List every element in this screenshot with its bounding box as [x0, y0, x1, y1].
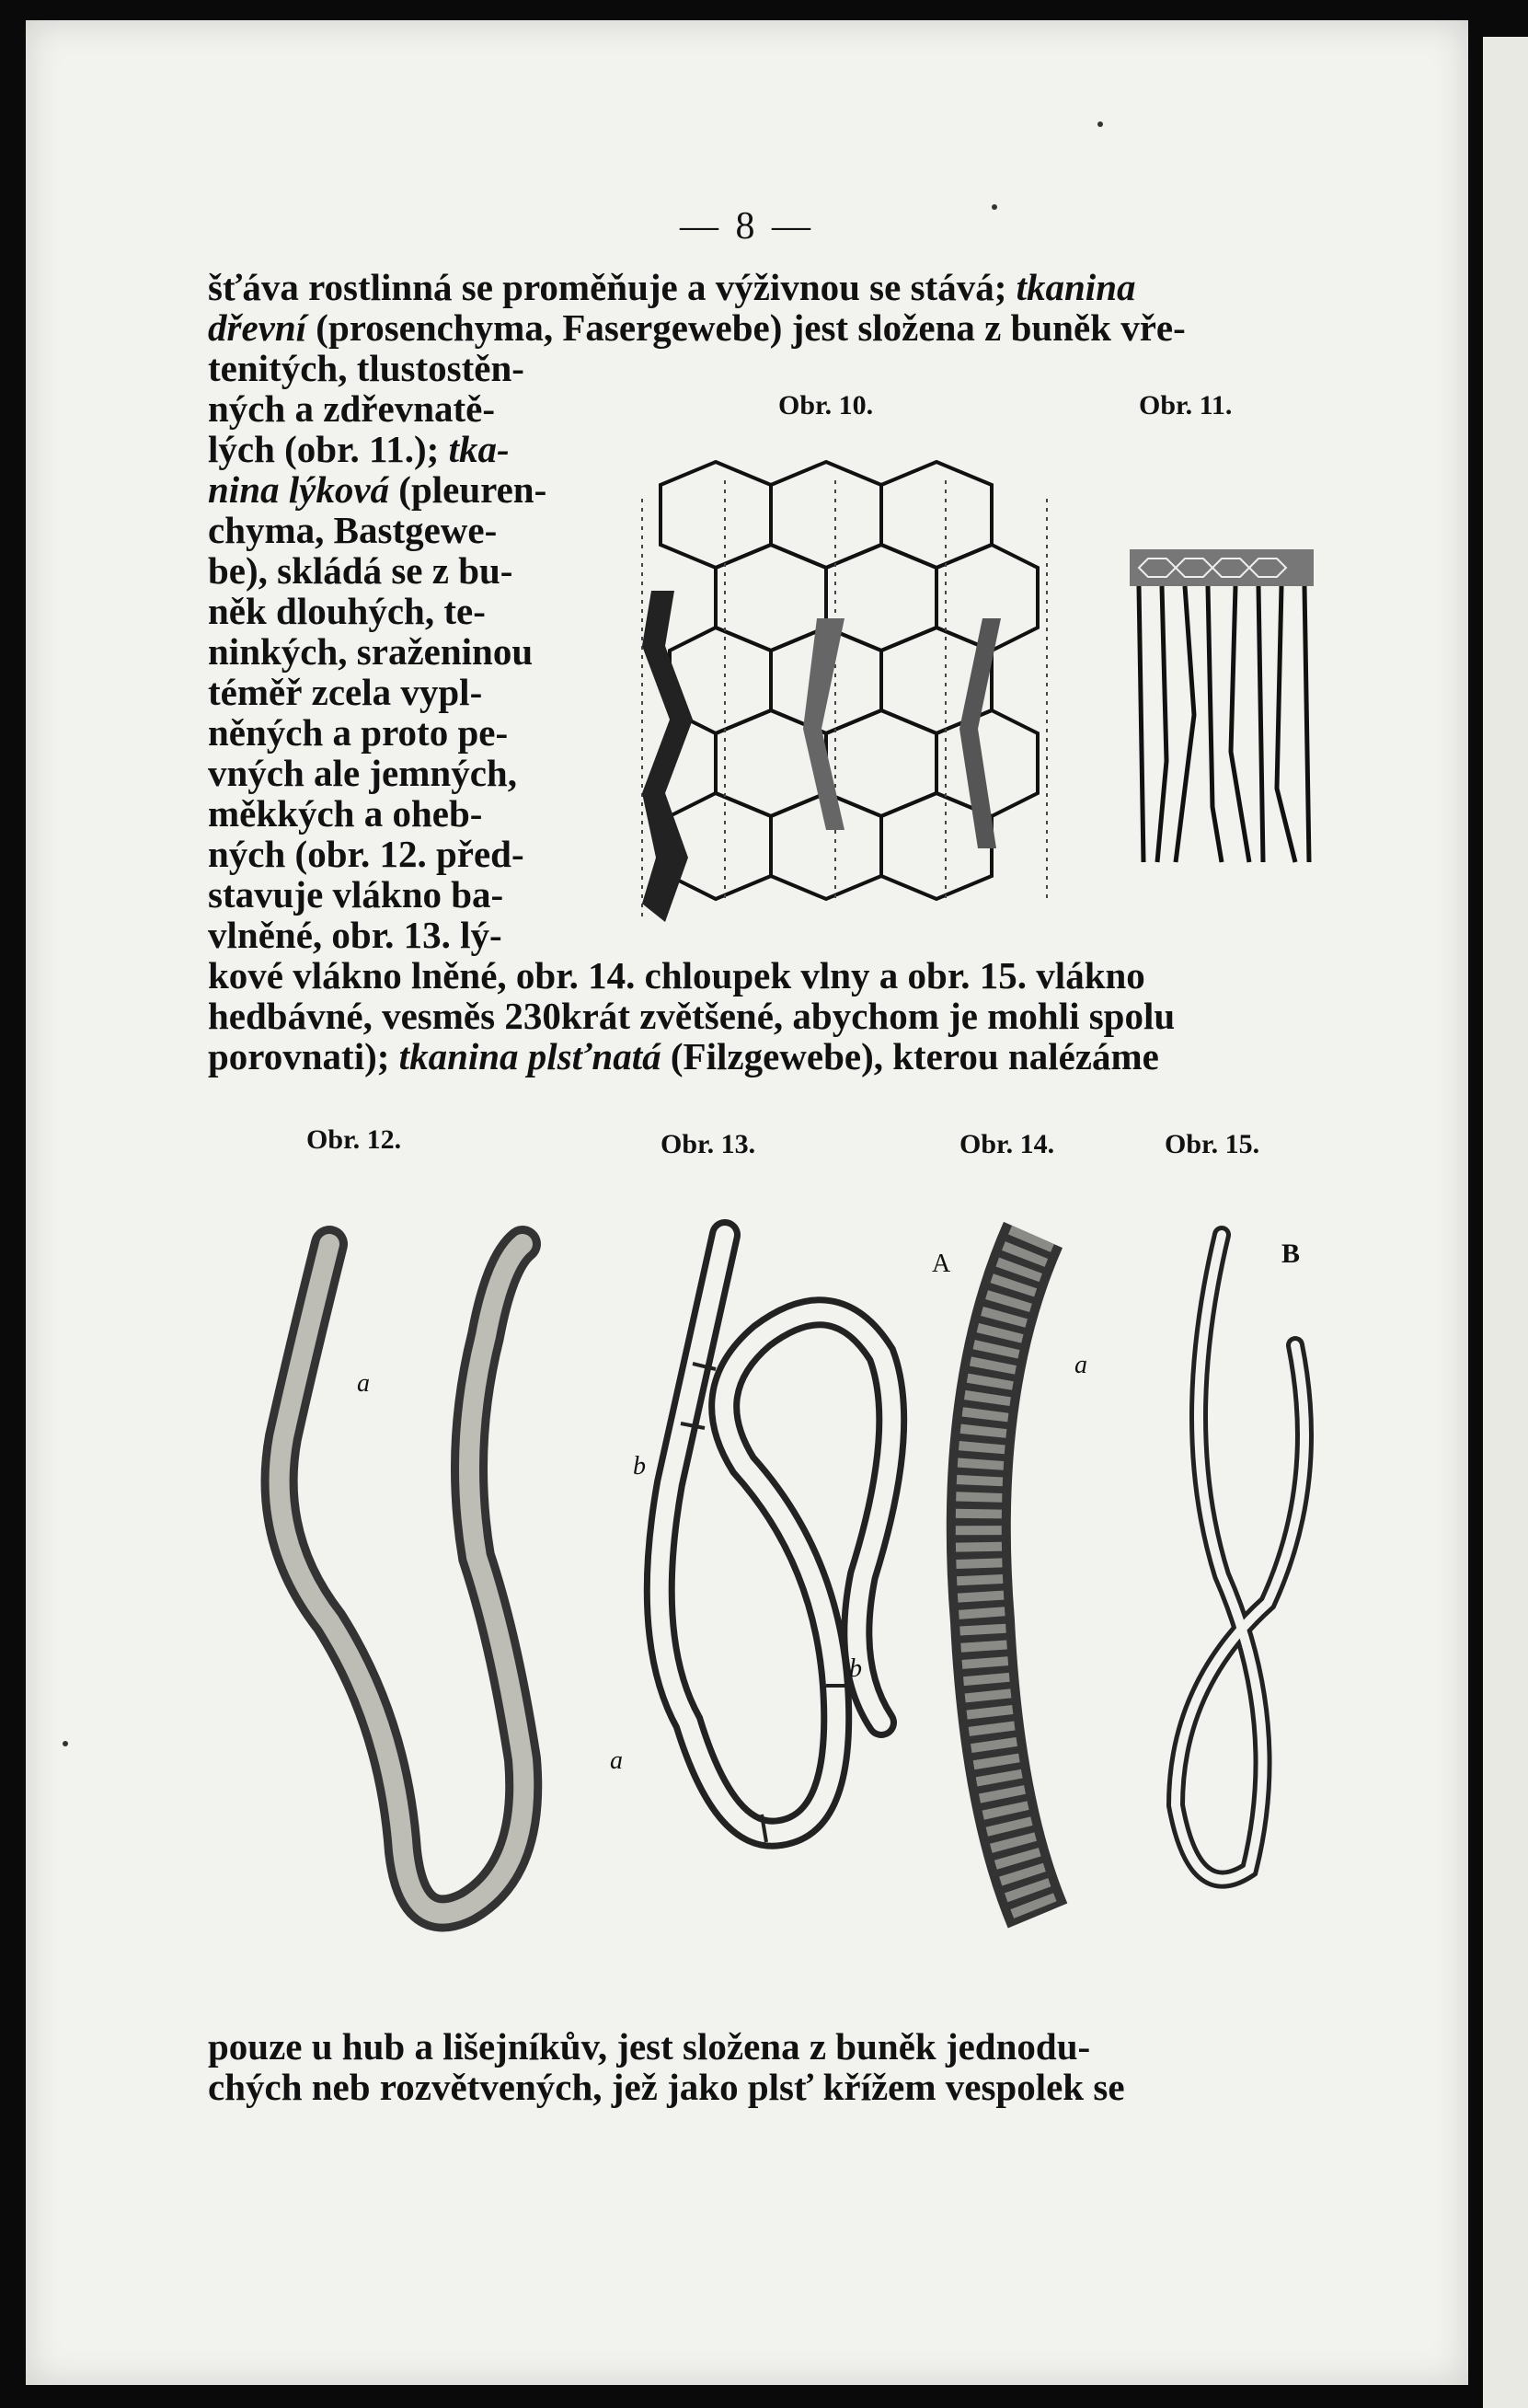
figure-14-illustration — [927, 1207, 1139, 1943]
italic-term: tkanina — [1016, 266, 1136, 308]
figure-13-letter: b — [849, 1654, 862, 1683]
text-line: ných (obr. 12. před- — [208, 833, 524, 875]
text-span: lých (obr. 11.); — [208, 428, 449, 470]
text-line: něných a proto pe- — [208, 711, 509, 754]
figure-label-obr15: Obr. 15. — [1165, 1129, 1260, 1159]
text-span: (prosenchyma, Fasergewebe) jest složena z buněk vře- — [306, 306, 1186, 349]
text-line: kové vlákno lněné, obr. 14. chloupek vlny a obr. 15. vlákno — [208, 954, 1145, 997]
figure-label-obr10: Obr. 10. — [778, 390, 874, 421]
text-line — [208, 469, 546, 510]
text-line — [208, 429, 510, 469]
page-number: — 8 — — [680, 205, 814, 248]
text-line: tenitých, tlustostěn- — [208, 347, 524, 389]
text-line: vlněné, obr. 13. lý- — [208, 914, 502, 956]
italic-term: nina lýková — [208, 468, 390, 511]
text-line: vných ale jemných, — [208, 752, 517, 794]
figure-label-obr12: Obr. 12. — [306, 1124, 402, 1155]
text-span: šťáva rostlinná se proměňuje a výživnou se stává; — [208, 266, 1017, 308]
adjacent-page-edge — [1483, 37, 1528, 2408]
text-line: hedbávné, vesměs 230krát zvětšené, abychom je mohli spolu — [208, 995, 1176, 1037]
figure-13-letter: a — [610, 1746, 623, 1775]
figure-14-letter: A — [932, 1250, 951, 1278]
figure-label-obr13: Obr. 13. — [661, 1129, 756, 1159]
figure-10-illustration — [615, 444, 1111, 940]
speck — [63, 1741, 68, 1746]
figure-12-letter: a — [357, 1369, 370, 1398]
figure-11-illustration — [1111, 531, 1332, 881]
text-line: něk dlouhých, te- — [208, 590, 486, 632]
figure-label-obr11: Obr. 11. — [1139, 390, 1233, 421]
text-line: měkkých a ohеb- — [208, 792, 483, 835]
text-line: chých neb rozvětvených, jež jako plsť křížem vespolek se — [208, 2066, 1125, 2108]
figure-12-illustration — [247, 1207, 578, 1962]
text-span: (pleuren- — [389, 468, 547, 511]
text-line: téměř zcela vypl- — [208, 671, 483, 713]
figure-14-letter: a — [1074, 1351, 1087, 1379]
book-page — [26, 20, 1468, 2385]
figure-15-letter: B — [1281, 1239, 1301, 1269]
speck — [1097, 121, 1103, 127]
text-line: ninkých, sraženinou — [208, 630, 534, 673]
text-line: ných a zdřevnatě- — [208, 387, 496, 430]
text-line — [208, 267, 1136, 307]
speck — [992, 204, 997, 210]
italic-term: tkanina plsťnatá — [398, 1035, 661, 1077]
text-line: chyma, Bastgewe- — [208, 509, 498, 551]
text-span: porovnati); — [208, 1035, 399, 1077]
italic-term: tka- — [448, 428, 510, 470]
text-line: be), skládá se z bu- — [208, 549, 513, 592]
figure-13-illustration — [605, 1207, 936, 1925]
text-line: pouze u hub a lišejníkův, jest složena z buněk jednodu- — [208, 2025, 1091, 2068]
italic-term: dřevní — [208, 306, 307, 349]
text-span: (Filzgewebe), kterou nalézáme — [661, 1035, 1159, 1077]
text-line — [208, 1036, 1159, 1077]
figure-label-obr14: Obr. 14. — [959, 1129, 1055, 1159]
figure-15-illustration — [1139, 1207, 1350, 1907]
figure-13-letter: b — [633, 1452, 646, 1481]
text-line: stavuje vlákno ba- — [208, 873, 504, 916]
text-line — [208, 307, 1186, 348]
